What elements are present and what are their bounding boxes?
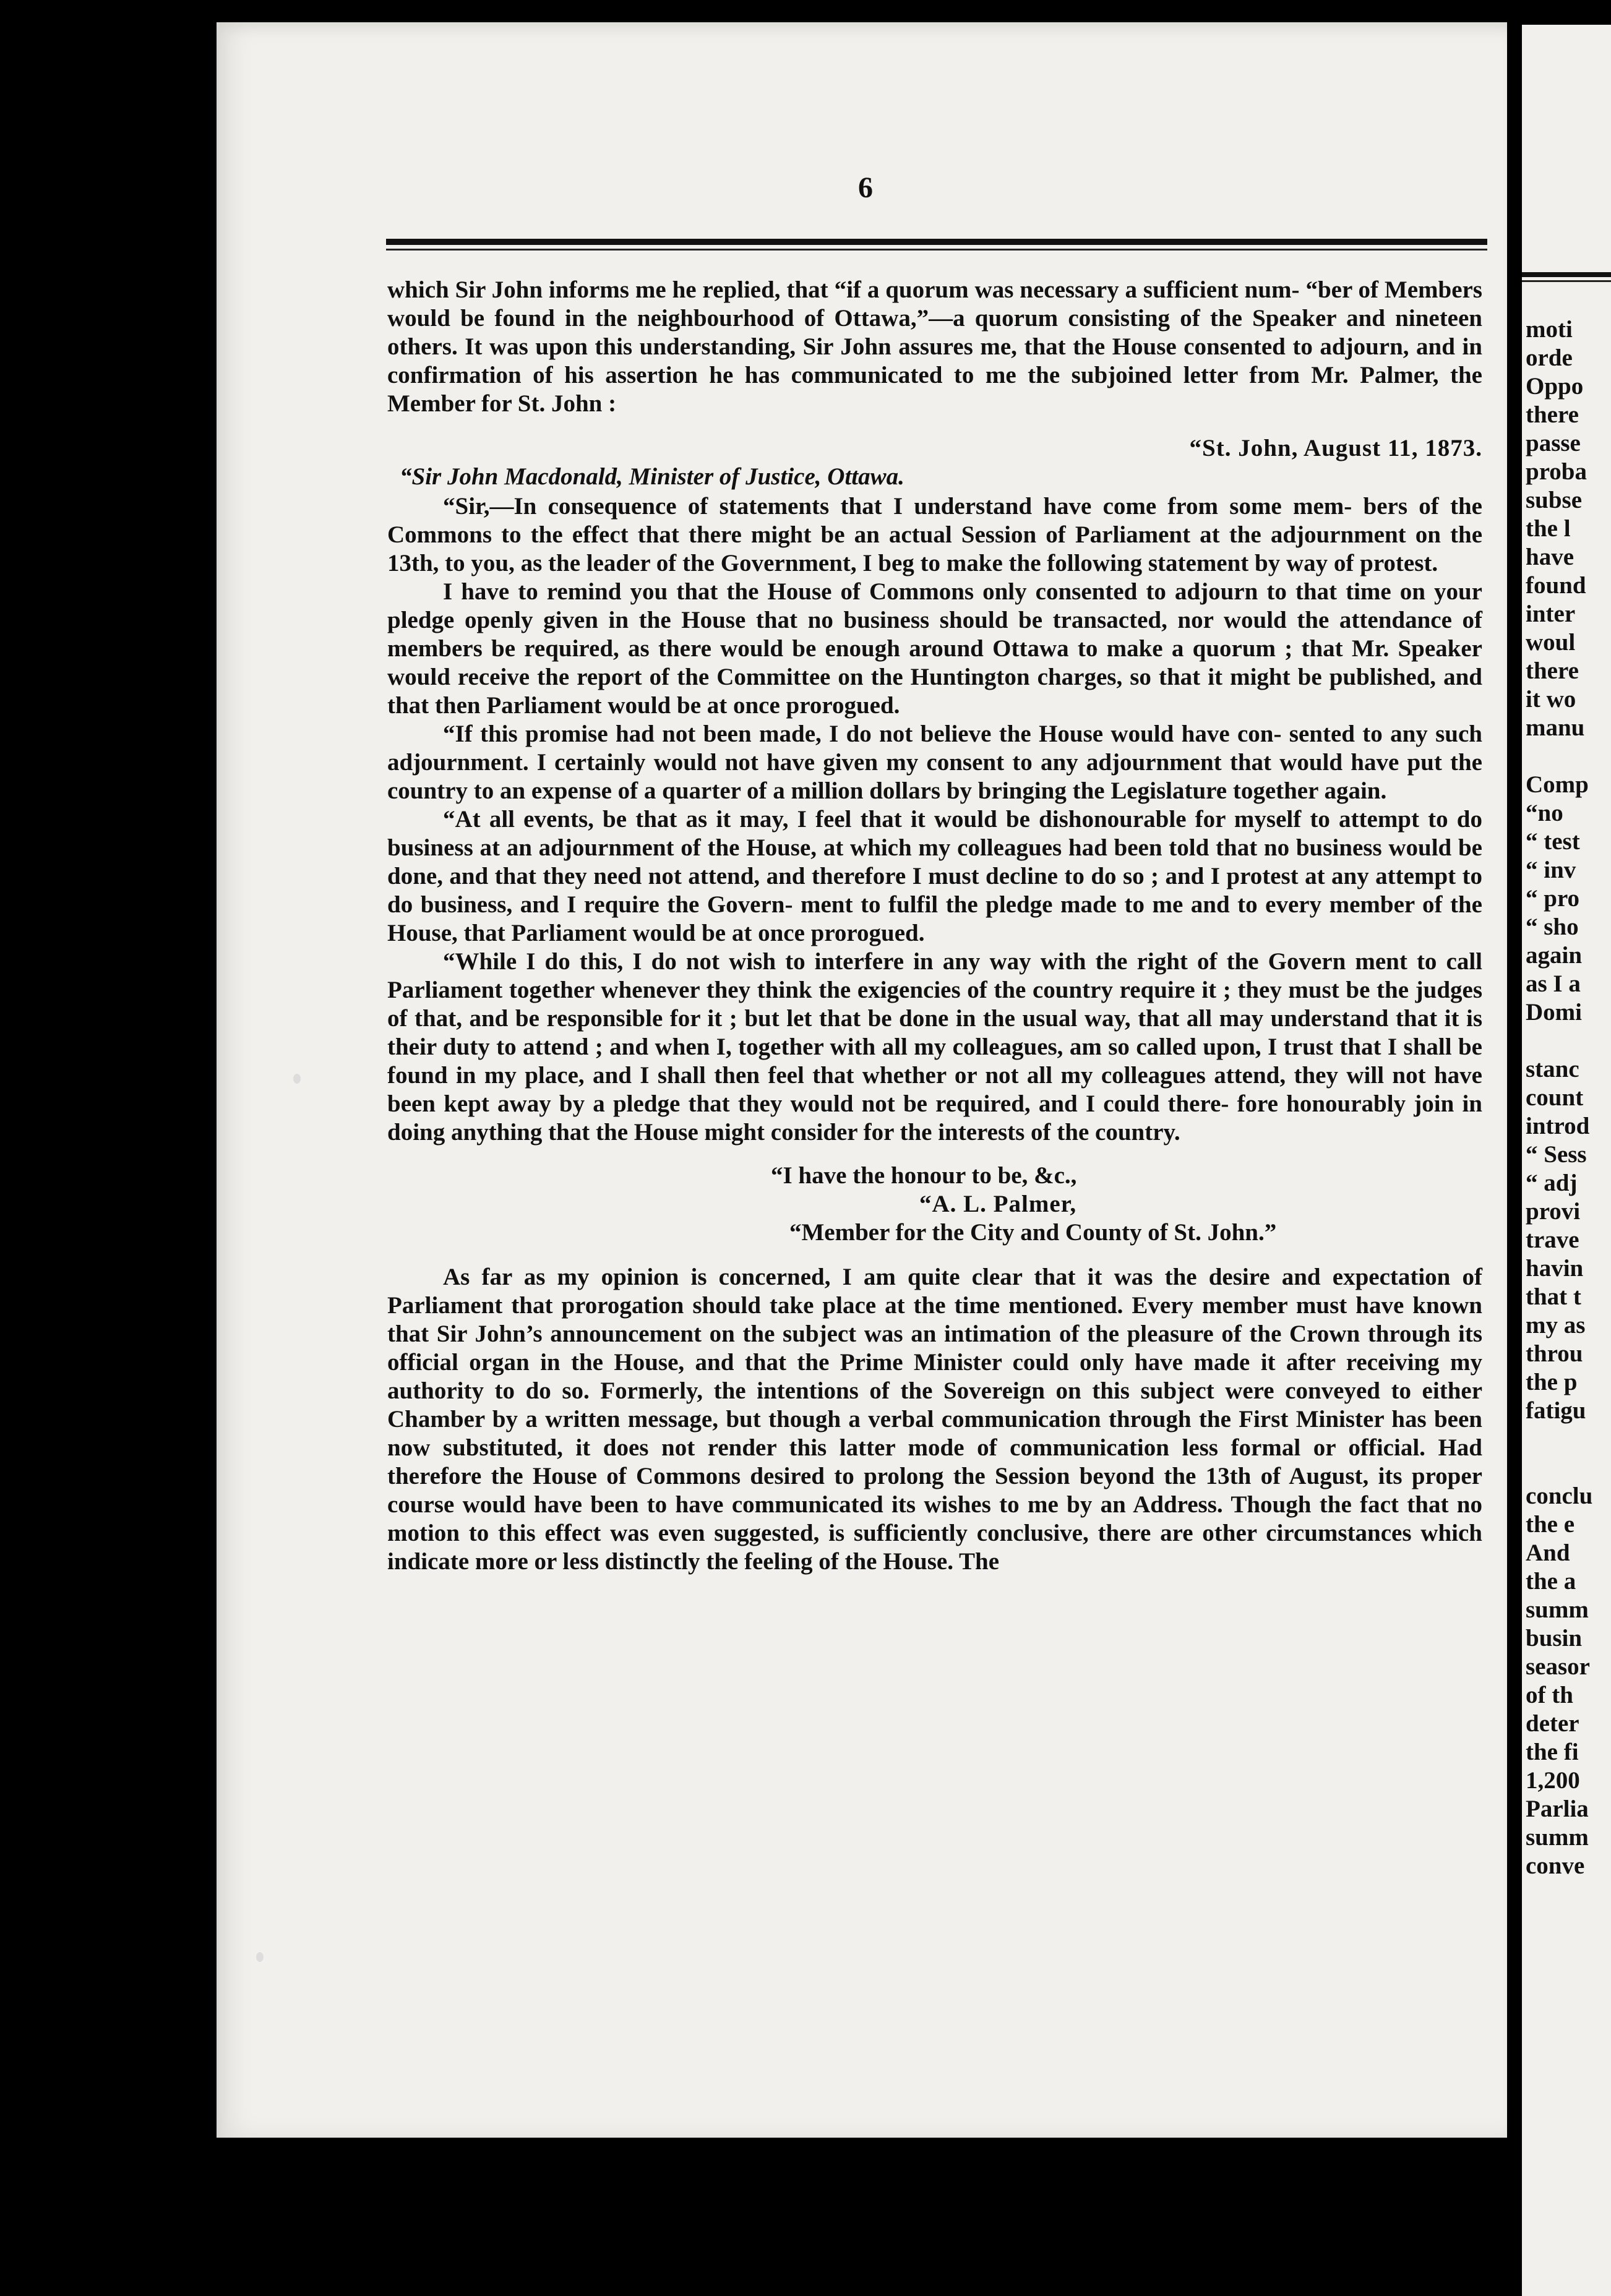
adjacent-page-line: have (1526, 544, 1574, 570)
adjacent-page-line: Domi (1526, 999, 1582, 1026)
adjacent-page-line: introd (1526, 1113, 1590, 1139)
adjacent-page-line (1526, 1454, 1611, 1482)
paragraph-continuation: which Sir John informs me he replied, that “if a quorum was necessary a sufficient num- “ber of Members would be found in the neighbourhood of Ottawa,”—a quorum consisting of the Speaker and nineteen others. It was upon this understanding, Sir John assures me, that the House consented to adjourn, and in confirmation of his assertion he has communicated to me the subjoined letter from Mr. Palmer, the Member for St. John : (387, 276, 1482, 417)
adjacent-header-rule (1522, 272, 1611, 277)
adjacent-page-line: stanc (1526, 1056, 1579, 1082)
adjacent-page-line: “ test (1526, 828, 1580, 855)
adjacent-page-line: Parlia (1526, 1796, 1589, 1822)
adjacent-page-line: deter (1526, 1710, 1579, 1737)
adjacent-page-line: manu (1526, 714, 1585, 741)
header-rule (386, 239, 1487, 245)
adjacent-page-line: conve (1526, 1853, 1585, 1879)
adjacent-page-line: “ pro (1526, 885, 1580, 912)
adjacent-page-line: the e (1526, 1511, 1575, 1538)
page-number: 6 (858, 171, 873, 204)
adjacent-page-line: provi (1526, 1198, 1581, 1225)
adjacent-page-line: as I a (1526, 970, 1581, 997)
adjacent-page-line: the l (1526, 515, 1571, 542)
letter-dateline: “St. John, August 11, 1873. (1189, 435, 1482, 461)
adjacent-page-line: proba (1526, 458, 1587, 485)
paragraph: As far as my opinion is concerned, I am quite clear that it was the desire and expectation of Parliament that prorogation should take place at the time mentioned. Every member must have known that Sir John’s announcement on the subject was an intimation of the pleasure of the Crown through its official organ in the House, and that the Prime Minister could only have made it after receiving my authority to do so. Formerly, the intentions of the Sovereign on this subject were conveyed to either Chamber by a written message, but though a verbal communication through the First Minister has been now substituted, it does not render this latter mode of communication less formal or official. Had therefore the House of Commons desired to prolong the Session beyond the 13th of August, its proper course would have been to have communicated its wishes to me by an Address. Though the fact that no motion to this effect was even suggested, is sufficiently conclusive, there are other circumstances which indicate more or less distinctly the feeling of the House. The (387, 1264, 1482, 1575)
adjacent-page-line: conclu (1526, 1483, 1593, 1509)
scan-speck (256, 1952, 264, 1962)
adjacent-page-line: there (1526, 401, 1579, 428)
adjacent-page-line: 1,200 (1526, 1767, 1580, 1794)
adjacent-page-line: count (1526, 1084, 1584, 1111)
adjacent-page-line: my as (1526, 1312, 1586, 1339)
page-gutter (1507, 0, 1523, 2296)
adjacent-page-line: woul (1526, 629, 1576, 656)
adjacent-page-line: passe (1526, 430, 1581, 456)
letter-signature: “A. L. Palmer, (919, 1191, 1077, 1217)
adjacent-header-rule-thin (1522, 280, 1611, 282)
adjacent-page-line: Comp (1526, 771, 1589, 798)
adjacent-page-line: “ inv (1526, 857, 1576, 883)
adjacent-page-line: “ adj (1526, 1170, 1578, 1196)
adjacent-page-line: there (1526, 658, 1579, 684)
letter-closing: “I have the honour to be, &c., (771, 1162, 1077, 1189)
adjacent-page (1522, 25, 1611, 2296)
letter-signature-title: “Member for the City and County of St. John.” (789, 1219, 1277, 1246)
letter-paragraph: “At all events, be that as it may, I feel that it would be dishonourable for myself to attempt to do business at an adjournment of the House, at which my colleagues had been told that no business would be done, and that they need not attend, and therefore I must decline to do so ; and I protest at any attempt to do business, and I require the Govern- ment to fulfil the pledge made to me and to every member of the House, that Parliament would be at once prorogued. (387, 806, 1482, 946)
adjacent-page-line: the fi (1526, 1739, 1579, 1765)
adjacent-page-line: “no (1526, 800, 1563, 826)
letter-paragraph: “Sir,—In consequence of statements that I understand have come from some mem- bers of the Commons to the effect that there might be an actual Session of Parliament at the adjournment on the 13th, to you, as the leader of the Government, I beg to make the following statement by way of protest. (387, 493, 1482, 576)
adjacent-page-line: And (1526, 1540, 1570, 1566)
adjacent-page-text (1526, 315, 1611, 1880)
adjacent-page-line (1526, 742, 1611, 771)
adjacent-page-line: summ (1526, 1596, 1589, 1623)
adjacent-page-line: fatigu (1526, 1397, 1586, 1424)
adjacent-page-line: summ (1526, 1824, 1589, 1851)
adjacent-page-line (1526, 1425, 1611, 1454)
letter-addressee: “Sir John Macdonald, Minister of Justice, Ottawa. (400, 463, 904, 490)
adjacent-page-line (1526, 1027, 1611, 1055)
letter-paragraph: I have to remind you that the House of Commons only consented to adjourn to that time on your pledge openly given in the House that no business should be transacted, nor would the attendance of members be required, as there would be enough around Ottawa to make a quorum ; that Mr. Speaker would receive the report of the Committee on the Huntington charges, so that it might be published, and that then Parliament would be at once prorogued. (387, 578, 1482, 719)
adjacent-page-line: the a (1526, 1568, 1576, 1595)
adjacent-page-line: moti (1526, 316, 1573, 343)
header-rule-thin (386, 249, 1487, 251)
scan-speck (293, 1074, 301, 1084)
adjacent-page-line: Oppo (1526, 373, 1584, 400)
letter-paragraph: “If this promise had not been made, I do not believe the House would have con- sented to any such adjournment. I certainly would not have given my consent to any adjournment that would have put the country to an expense of a quarter of a million dollars by bringing the Legislature together again. (387, 721, 1482, 804)
adjacent-page-line: again (1526, 942, 1583, 969)
adjacent-page-line: that t (1526, 1283, 1581, 1310)
adjacent-page-line: found (1526, 572, 1586, 599)
adjacent-page-line: throu (1526, 1340, 1583, 1367)
adjacent-page-line: orde (1526, 345, 1573, 371)
adjacent-page-line: “ sho (1526, 914, 1579, 940)
adjacent-page-line: the p (1526, 1369, 1578, 1395)
page-body (387, 276, 1482, 2125)
adjacent-page-line: busin (1526, 1625, 1583, 1651)
adjacent-page-line: seasor (1526, 1653, 1590, 1680)
letter-paragraph: “While I do this, I do not wish to interfere in any way with the right of the Govern ment to call Parliament together whenever they think the exigencies of the country require it ; they must be the judges of that, and be responsible for it ; but let that be done in the usual way, that all may understand that it is their duty to attend ; and when I, together with all my colleagues, am so called upon, I trust that I shall be found in my place, and I shall then feel that whether or not all my colleagues attend, they will not have been kept away by a pledge that they would not be required, and I could there- fore honourably join in doing anything that the House might consider for the interests of the country. (387, 948, 1482, 1146)
document-page (217, 22, 1512, 2138)
adjacent-page-line: it wo (1526, 686, 1576, 713)
adjacent-page-line: of th (1526, 1682, 1573, 1708)
adjacent-page-line: trave (1526, 1227, 1579, 1253)
adjacent-page-line: “ Sess (1526, 1141, 1587, 1168)
adjacent-page-line: inter (1526, 601, 1576, 627)
adjacent-page-line: havin (1526, 1255, 1584, 1282)
adjacent-page-line: subse (1526, 487, 1583, 513)
